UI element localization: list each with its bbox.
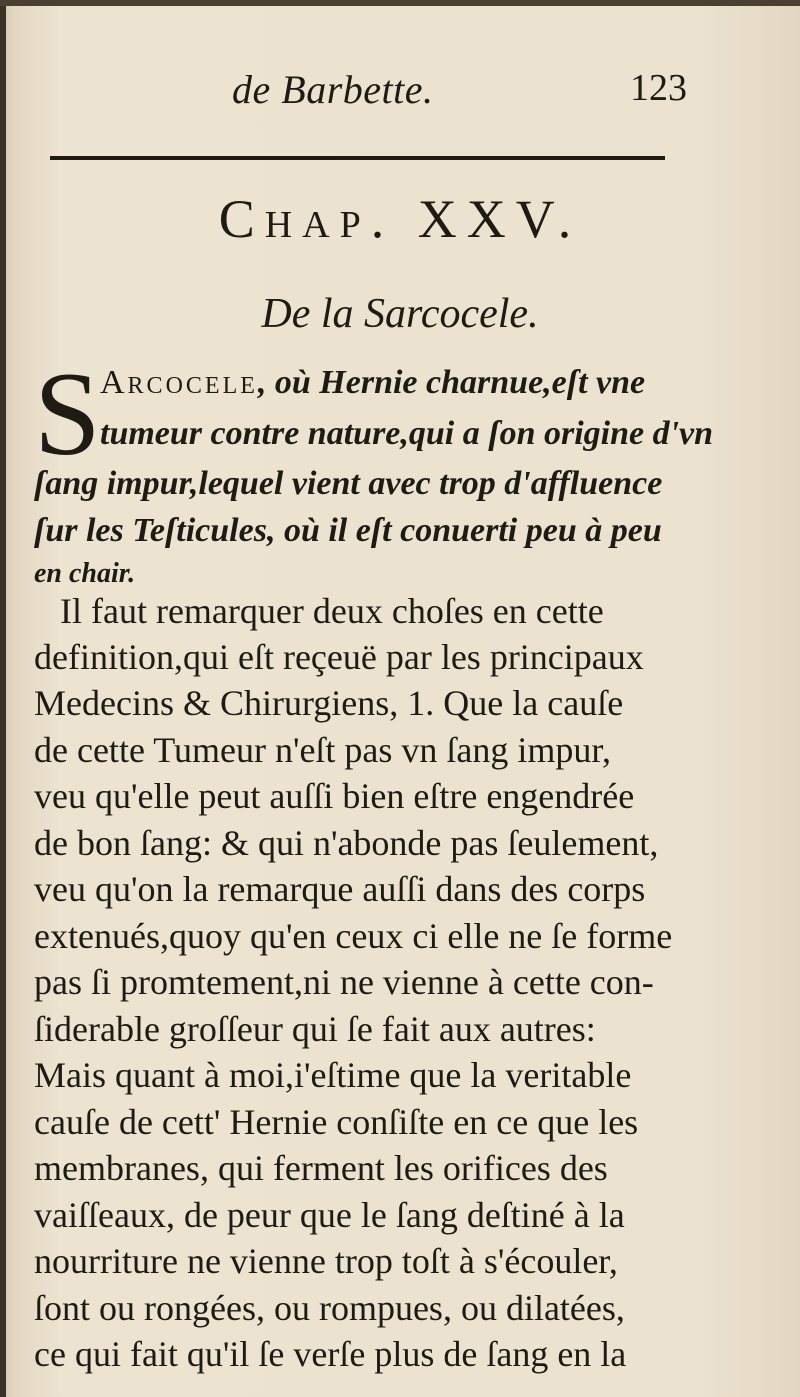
running-head: de Barbette.	[232, 67, 434, 112]
body-line: de bon ſang: & qui n'abonde pas ſeulement,	[34, 823, 659, 863]
chapter-title: De la Sarcocele.	[261, 291, 539, 337]
body-line: cauſe de cett' Hernie conſiſte en ce que les	[34, 1102, 639, 1142]
body-line: ce qui fait qu'il ſe verſe plus de ſang en la	[34, 1334, 627, 1374]
page-top-edge	[0, 0, 800, 6]
body-line: Il faut remarquer deux choſes en cette	[60, 591, 604, 631]
body-line: vaiſſeaux, de peur que le ſang deſtiné à la	[34, 1195, 625, 1235]
body-line: veu qu'elle peut auſſi bien eſtre engendrée	[34, 776, 635, 816]
definition-first-word: Arcocele	[100, 364, 258, 401]
body-line: definition,qui eſt reçeuë par les principaux	[34, 637, 644, 677]
body-line: Mais quant à moi,i'eſtime que la veritable	[34, 1055, 632, 1095]
header-rule	[50, 156, 665, 160]
definition-line	[100, 364, 645, 402]
definition-line-text: , où Hernie charnue,eſt vne	[257, 364, 646, 401]
body-line: Medecins & Chirurgiens, 1. Que la cauſe	[34, 683, 624, 723]
body-line: pas ſi promtement,ni ne vienne à cette con-	[34, 962, 654, 1002]
body-line: ſont ou rongées, ou rompues, ou dilatées,	[34, 1288, 625, 1328]
body-line: ſiderable groſſeur qui ſe fait aux autres:	[34, 1009, 596, 1049]
definition-line: ſur les Teſticules, où il eſt conuerti peu à peu	[34, 512, 662, 549]
body-line: veu qu'on la remarque auſſi dans des corps	[34, 869, 646, 909]
body-line: nourriture ne vienne trop toſt à s'écouler,	[34, 1241, 618, 1281]
body-line: de cette Tumeur n'eſt pas vn ſang impur,	[34, 730, 611, 770]
body-line: membranes, qui ferment les orifices des	[34, 1148, 608, 1188]
drop-cap: S	[34, 347, 101, 480]
body-line: extenués,quoy qu'en ceux ci elle ne ſe forme	[34, 916, 673, 956]
page-number: 123	[630, 67, 687, 109]
definition-line: tumeur contre nature,qui a ſon origine d'vn	[100, 415, 714, 452]
chapter-heading: Chap. XXV.	[218, 189, 582, 249]
definition-line: ſang impur,lequel vient avec trop d'affluence	[34, 465, 663, 502]
definition-line: en chair.	[34, 558, 136, 589]
